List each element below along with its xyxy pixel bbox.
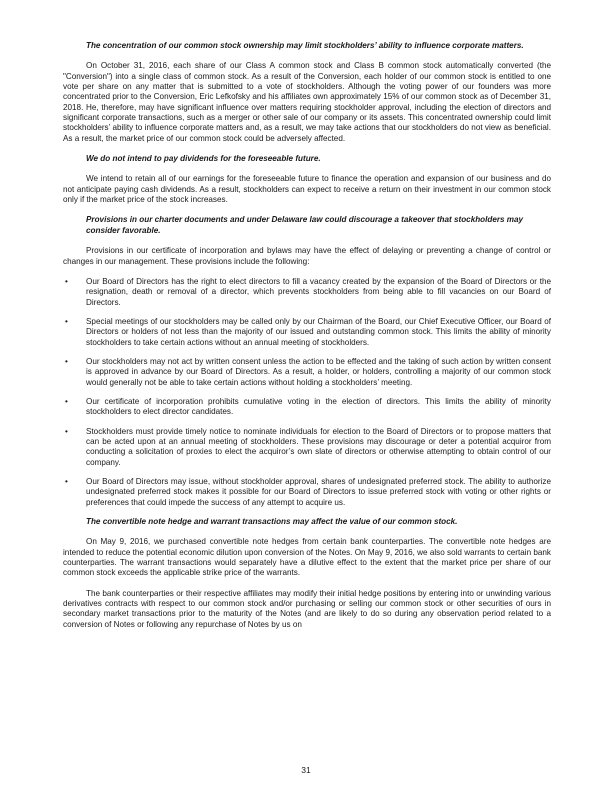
list-item-text: Our certificate of incorporation prohibits cumulative voting in the election of directors. This limits the ability of minority stockholders to elect director candidates. bbox=[86, 396, 551, 417]
section-convertible-note-hedge bbox=[63, 517, 551, 630]
bullet-symbol: • bbox=[65, 396, 68, 406]
bullet-symbol: • bbox=[65, 316, 68, 326]
bullet-symbol: • bbox=[65, 477, 68, 486]
list-item bbox=[63, 357, 551, 388]
section-ownership-concentration bbox=[63, 41, 551, 144]
page-number: 31 bbox=[301, 765, 311, 775]
bullet-symbol: • bbox=[65, 426, 68, 436]
paragraph: On May 9, 2016, we purchased convertible note hedges from certain bank counterparties. The convertible note hedges are intended to reduce the potential economic dilution upon conversion of the Notes. On May 9, 2016, we also sold warrants to certain bank counterparties. The warrant transactions would separately have a dilutive effect to the extent that the market price per share of our common stock exceeds the applicable strike price of the warrants. bbox=[63, 537, 551, 578]
bullet-symbol: • bbox=[65, 276, 68, 286]
paragraph: The bank counterparties or their respective affiliates may modify their initial hedge positions by entering into or unwinding various derivatives contracts with respect to our common stock and/or purchasing or selling our common stock or other securities of ours in secondary market transactions prior to the maturity of the Notes (and are likely to do so during any observation period related to a conversion of Notes or following any repurchase of Notes by us on bbox=[63, 588, 551, 629]
list-item bbox=[63, 477, 551, 508]
list-item bbox=[63, 427, 551, 468]
section-heading: We do not intend to pay dividends for the foreseeable future. bbox=[86, 154, 321, 164]
page-content bbox=[63, 41, 551, 640]
section-dividends bbox=[63, 154, 551, 205]
bullet-symbol: • bbox=[65, 356, 68, 366]
list-item-text: Our Board of Directors may issue, without stockholder approval, shares of undesignated preferred stock. The ability to authorize undesignated preferred stock makes it possible for our Board of Directors to issue preferred stock with voting or other rights or preferences that could impede the success of any attempt to acquire us. bbox=[86, 477, 551, 507]
list-item bbox=[63, 277, 551, 308]
list-item bbox=[63, 397, 551, 418]
paragraph: Provisions in our certificate of incorporation and bylaws may have the effect of delaying or preventing a change of control or changes in our management. These provisions include the following: bbox=[63, 246, 551, 266]
list-item-text: Our Board of Directors has the right to elect directors to fill a vacancy created by the expansion of the Board of Directors or the resignation, death or removal of a director, which prevents stockholders from being able to fill vacancies on our Board of Directors. bbox=[86, 276, 551, 307]
section-heading: The concentration of our common stock ownership may limit stockholders’ ability to influence corporate matters. bbox=[86, 41, 524, 50]
list-item-text: Stockholders must provide timely notice to nominate individuals for election to the Board of Directors or to propose matters that can be acted upon at an annual meeting of stockholders. These provisions may discourage or deter a potential acquiror from conducting a solicitation of proxies to elect the acquiror’s own slate of directors or otherwise attempting to obtain control of our company. bbox=[86, 426, 551, 467]
list-item bbox=[63, 317, 551, 348]
provisions-list bbox=[63, 277, 551, 508]
paragraph: We intend to retain all of our earnings for the foreseeable future to finance the operation and expansion of our business and do not anticipate paying cash dividends. As a result, stockholders can expect to receive a return on their investment in our common stock only if the market price of the stock increases. bbox=[63, 174, 551, 205]
section-heading: The convertible note hedge and warrant transactions may affect the value of our common stock. bbox=[86, 517, 458, 527]
section-heading: Provisions in our charter documents and under Delaware law could discourage a takeover that stockholders may consider favorable. bbox=[86, 215, 524, 235]
list-item-text: Our stockholders may not act by written consent unless the action to be effected and the taking of such action by written consent is approved in advance by our Board of Directors. As a result, a holder, or holders, controlling a majority of our common stock would generally not be able to take certain actions without holding a stockholders’ meeting. bbox=[86, 356, 551, 387]
section-charter-provisions bbox=[63, 215, 551, 508]
list-item-text: Special meetings of our stockholders may be called only by our Chairman of the Board, our Chief Executive Officer, our Board of Directors or holders of not less than the majority of our issued and outstanding common stock. This limits the ability of minority stockholders to take certain actions without an annual meeting of stockholders. bbox=[86, 316, 551, 347]
paragraph: On October 31, 2016, each share of our Class A common stock and Class B common stock automatically converted (the "Conversion") into a single class of common stock. As a result of the Conversion, each holder of our common stock is entitled to one vote per share on any matter that is submitted to a vote of stockholders. Although the voting power of our founders was more concentrated prior to the Conversion, Eric Lefkofsky and his affiliates own approximately 15% of our common stock as of December 31, 2018. He, therefore, may have significant influence over matters requiring stockholder approval, including the election of directors and significant corporate transactions, such as a merger or other sale of our company or its assets. This concentrated ownership could limit stockholders’ ability to influence corporate matters and, as a result, we may take actions that our stockholders do not view as beneficial. As a result, the market price of our common stock could be adversely affected. bbox=[63, 61, 551, 143]
